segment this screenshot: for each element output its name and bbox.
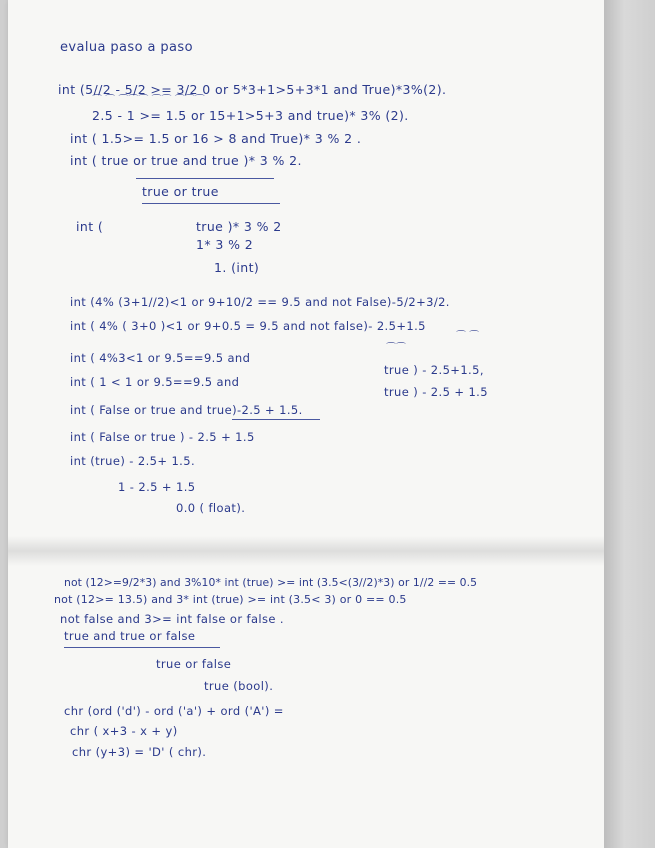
b2-line-8: int ( False or true ) - 2.5 + 1.5: [70, 430, 255, 444]
b1-line-7: true )* 3 % 2: [196, 219, 282, 234]
b4-line-2: chr ( x+3 - x + y): [70, 724, 178, 738]
fold-shadow: [8, 536, 604, 566]
b1-line-5: true or true: [142, 184, 219, 199]
b3-line-3: not false and 3>= int false or false .: [60, 612, 284, 626]
b3-line-5: true or false: [156, 657, 232, 671]
b1-mark-1: ⌒ ⌒ ⌒⌒⌒ ⌒⌒ ⌒⌒⌒: [92, 95, 205, 106]
b2-line-6: true ) - 2.5 + 1.5: [384, 385, 488, 399]
b4-line-3: chr (y+3) = 'D' ( chr).: [72, 745, 207, 759]
b2-underline-1: [232, 419, 320, 420]
b2-line-11: 0.0 ( float).: [176, 501, 246, 515]
b3-line-2: not (12>= 13.5) and 3* int (true) >= int (3.5< 3) or 0 == 0.5: [54, 593, 407, 606]
b2-line-10: 1 - 2.5 + 1.5: [118, 480, 196, 494]
b2-line-9: int (true) - 2.5+ 1.5.: [70, 454, 196, 468]
b1-underline-1: [136, 178, 274, 179]
b2-line-2: int ( 4% ( 3+0 )<1 or 9+0.5 = 9.5 and not false)- 2.5+1.5: [70, 319, 426, 333]
b4-line-1: chr (ord ('d') - ord ('a') + ord ('A') =: [64, 704, 284, 718]
page-edge-shadow: [604, 0, 655, 848]
b2-line-5: int ( 1 < 1 or 9.5==9.5 and: [70, 375, 240, 389]
b2-line-1: int (4% (3+1//2)<1 or 9+10/2 == 9.5 and not False)-5/2+3/2.: [70, 295, 450, 309]
b2-line-3: int ( 4%3<1 or 9.5==9.5 and: [70, 351, 251, 365]
b1-line-9: 1. (int): [214, 260, 260, 275]
b3-line-4: true and true or false: [64, 629, 196, 643]
b3-line-6: true (bool).: [204, 679, 274, 693]
b1-line-2: 2.5 - 1 >= 1.5 or 15+1>5+3 and true)* 3% (2).: [92, 108, 409, 123]
b3-line-1: not (12>=9/2*3) and 3%10* int (true) >= int (3.5<(3//2)*3) or 1//2 == 0.5: [64, 576, 478, 589]
b1-underline-2: [142, 203, 280, 204]
b1-line-8: 1* 3 % 2: [196, 237, 254, 252]
b1-line-6: int (: [76, 219, 104, 234]
b2-mark-1: ⌒ ⌒: [456, 331, 480, 342]
b1-line-3: int ( 1.5>= 1.5 or 16 > 8 and True)* 3 % 2 .: [70, 131, 362, 146]
b1-line-4: int ( true or true and true )* 3 % 2.: [70, 153, 302, 168]
b3-underline-1: [64, 647, 220, 648]
b2-line-7: int ( False or true and true)-2.5 + 1.5.: [70, 403, 303, 417]
b2-line-4: true ) - 2.5+1.5,: [384, 363, 484, 377]
b2-mark-2: ⌒⌒: [386, 343, 406, 354]
notebook-page: [8, 0, 604, 848]
page-title: evalua paso a paso: [60, 40, 193, 55]
b1-line-1: int (5//2 - 5/2 >= 3/2 0 or 5*3+1>5+3*1 and True)*3%(2).: [58, 82, 447, 97]
